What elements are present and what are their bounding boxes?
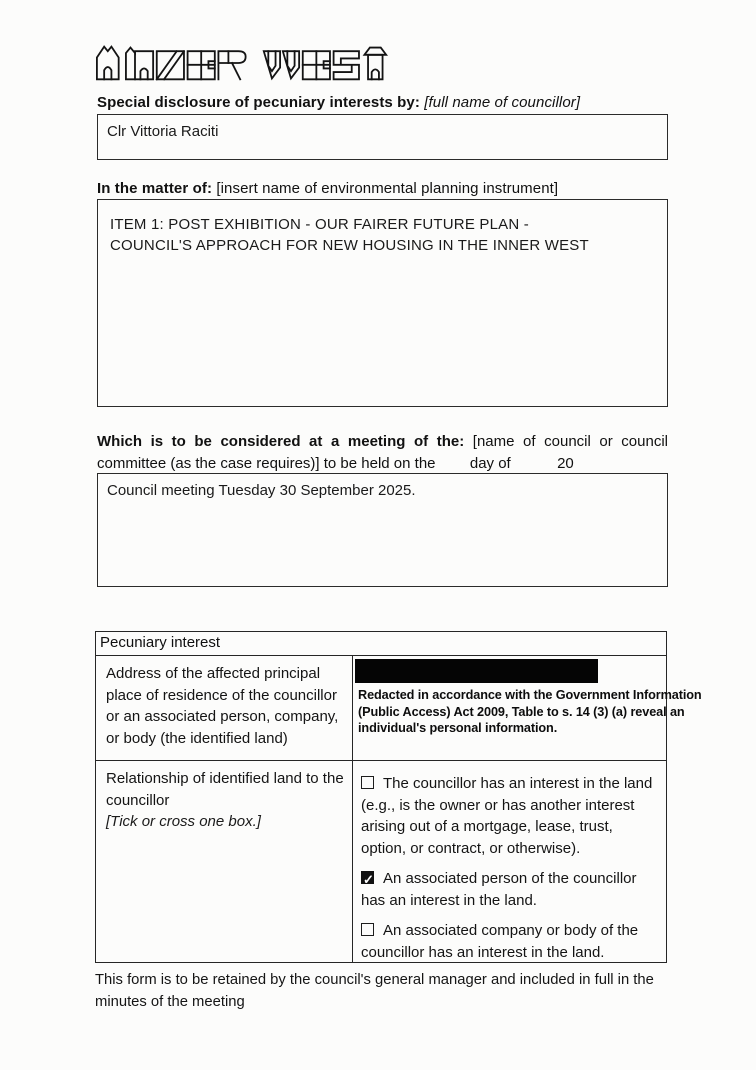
meeting-label-bold: Which is to be considered at a meeting of the: [97, 433, 465, 450]
inner-west-logo-icon [96, 42, 388, 84]
option-associated-person-label: An associated person of the councillor has an interest in the land. [361, 870, 637, 909]
checkbox-associated-person-icon [361, 871, 374, 884]
relationship-row-label-cell [96, 761, 353, 962]
table-row-relationship [96, 761, 666, 962]
matter-label-bold: In the matter of: [97, 180, 213, 197]
redaction-note: Redacted in accordance with the Government Information (Public Access) Act 2009, Table to s. 14 (3) (a) reveal an individual's personal information. [358, 688, 702, 735]
pecuniary-interest-table [95, 631, 702, 963]
matter-field [97, 199, 668, 407]
matter-label-hint: [insert name of environmental planning instrument] [216, 180, 559, 197]
meeting-label [97, 431, 668, 474]
checkbox-councillor-interest-icon [361, 776, 374, 789]
option-councillor-interest [361, 773, 660, 859]
retention-note: This form is to be retained by the council's general manager and included in full in the minutes of the meeting [95, 972, 654, 1010]
table-row-address [96, 656, 702, 761]
meeting-year-prefix: 20 [557, 454, 574, 472]
relationship-options-cell [353, 761, 666, 962]
councillor-name-value: Clr Vittoria Raciti [107, 123, 219, 140]
table-header: Pecuniary interest [96, 632, 666, 656]
option-associated-company-label: An associated company or body of the councillor has an interest in the land. [361, 922, 639, 961]
checkbox-associated-company-icon [361, 923, 374, 936]
meeting-day-of: day of [469, 454, 511, 472]
meeting-value: Council meeting Tuesday 30 September 2025. [107, 482, 416, 499]
councillor-name-field [97, 114, 668, 160]
address-row-value-cell [353, 656, 702, 760]
matter-label [97, 179, 558, 199]
option-associated-company [361, 920, 660, 963]
redaction-bar [355, 659, 598, 683]
option-councillor-interest-label: The councillor has an interest in the land (e.g., is the owner or has another interest arising out of a mortgage, lease, trust, option, or contract, or otherwise). [361, 775, 653, 857]
relationship-row-hint: [Tick or cross one box.] [106, 813, 261, 830]
meeting-field [97, 473, 668, 587]
disclosure-label-bold: Special disclosure of pecuniary interests by: [97, 94, 420, 111]
disclosure-label-hint: [full name of councillor] [424, 94, 581, 111]
disclosure-label [97, 93, 580, 113]
relationship-row-label: Relationship of identified land to the councillor [106, 770, 344, 809]
meeting-label-hint: [name of council or council committee (as the case requires)] to be held on the [97, 433, 668, 472]
address-row-label: Address of the affected principal place of residence of the councillor or an associated person, company, or body (the identified land) [96, 656, 353, 760]
option-associated-person [361, 868, 660, 911]
relationship-options [353, 761, 666, 963]
matter-value: ITEM 1: POST EXHIBITION - OUR FAIRER FUTURE PLAN - COUNCIL'S APPROACH FOR NEW HOUSING IN THE INNER WEST [110, 216, 589, 254]
